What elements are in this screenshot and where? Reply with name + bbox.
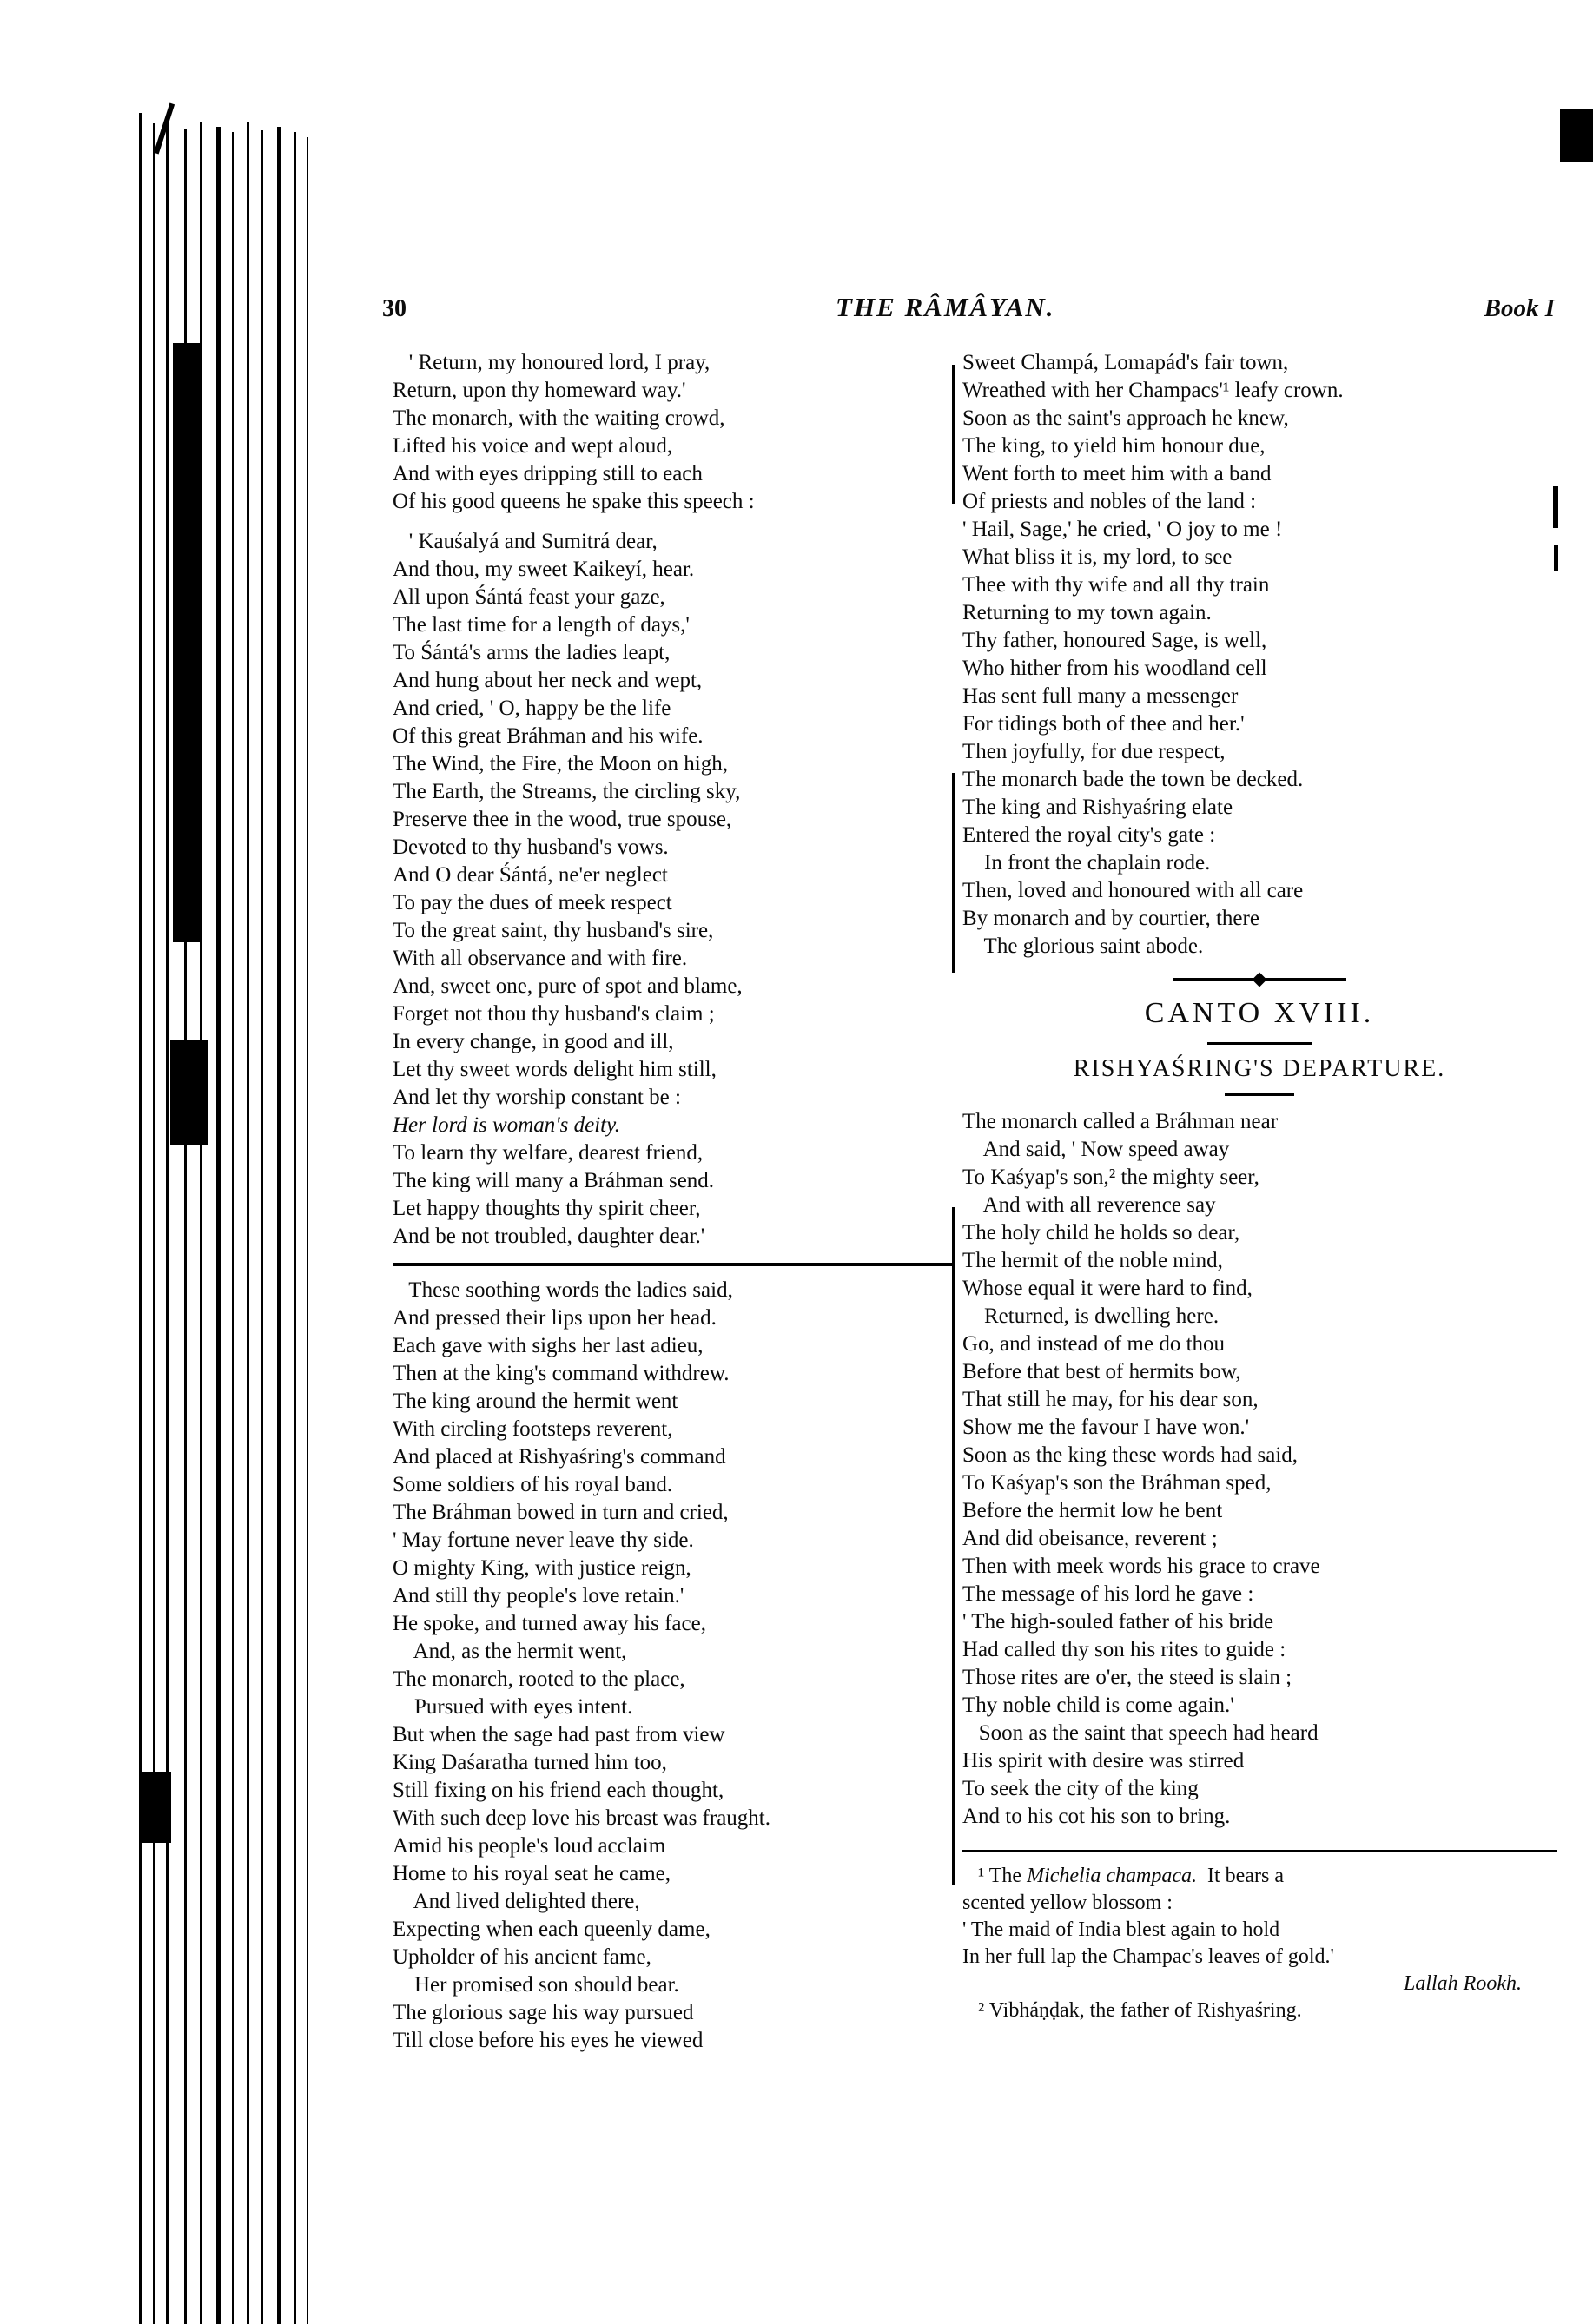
verse-line: Lifted his voice and wept aloud, [393,434,673,458]
footnote-line: scented yellow blossom : [962,1892,1173,1914]
verse-line: All upon Śántá feast your gaze, [393,585,665,609]
verse-line: He spoke, and turned away his face, [393,1612,706,1635]
verse-line: And thou, my sweet Kaikeyí, hear. [393,558,695,581]
verse-line: The glorious saint abode. [962,934,1204,958]
verse-line: The Bráhman bowed in turn and cried, [393,1501,729,1524]
footnote-quote-line: In her full lap the Champac's leaves of gold.' [962,1945,1334,1968]
verse-line: The king around the hermit went [393,1390,678,1413]
verse-line: Thy father, honoured Sage, is well, [962,629,1267,652]
verse-line: For tidings both of thee and her.' [962,712,1245,736]
verse-line: To Śántá's arms the ladies leapt, [393,641,671,664]
page-number: 30 [382,295,407,322]
verse-line: To pay the dues of meek respect [393,891,672,914]
scan-artifact [232,132,234,2324]
verse-line: And be not troubled, daughter dear.' [393,1225,705,1248]
verse-line: Of this great Bráhman and his wife. [393,724,704,748]
running-title: THE RÂMÂYAN. [836,292,1055,322]
verse-line: Each gave with sighs her last adieu, [393,1334,704,1357]
verse-line: Sweet Champá, Lomapád's fair town, [962,351,1289,374]
ornament-diamond-icon [1253,973,1267,987]
verse-line: O mighty King, with justice reign, [393,1556,691,1580]
verse-line: With such deep love his breast was fraught. [393,1806,770,1830]
footnote-marker-1: ¹ The [962,1865,1028,1887]
verse-line: To seek the city of the king [962,1777,1199,1800]
verse-line: The last time for a length of days,' [393,613,690,637]
verse-line: Has sent full many a messenger [962,684,1239,708]
verse-line: Forget not thou thy husband's claim ; [393,1002,715,1026]
footnotes [962,1850,1557,2024]
verse-line: In front the chaplain rode. [962,851,1211,875]
verse-line: To Kaśyap's son the Bráhman sped, [962,1471,1272,1495]
verse-line: Before that best of hermits bow, [962,1360,1241,1383]
verse-line: With circling footsteps reverent, [393,1417,673,1441]
scan-artifact [154,103,175,155]
verse-line: Returning to my town again. [962,601,1212,624]
subtitle-rule [1225,1093,1294,1096]
footnote-text: It bears a [1197,1865,1284,1887]
verse-line: The glorious sage his way pursued [393,2001,694,2024]
verse-line: These soothing words the ladies said, [393,1278,733,1302]
ornament-bar [1263,978,1346,981]
verse-line: And lived delighted there, [393,1890,640,1913]
verse-line: Returned, is dwelling here. [962,1304,1220,1328]
stanza [393,349,955,516]
verse-line: With all observance and with fire. [393,947,688,970]
scan-artifact [247,122,249,2324]
verse-line: But when the sage had past from view [393,1723,725,1746]
verse-line: Of priests and nobles of the land : [962,490,1257,513]
verse-line: Whose equal it were hard to find, [962,1277,1253,1300]
verse-line: Let happy thoughts thy spirit cheer, [393,1197,701,1220]
scan-artifact [216,127,221,2324]
verse-line: The Earth, the Streams, the circling sky, [393,780,741,803]
ornament-bar [1173,978,1256,981]
verse-line: Home to his royal seat he came, [393,1862,671,1885]
footnote-species-name: Michelia champaca. [1027,1865,1198,1887]
verse-line: Of his good queens he spake this speech : [393,490,755,513]
verse-line: That still he may, for his dear son, [962,1388,1259,1411]
verse-line: The monarch called a Bráhman near [962,1110,1279,1133]
verse-line: Some soldiers of his royal band. [393,1473,673,1496]
verse-line: And still thy people's love retain.' [393,1584,684,1608]
verse-line: ' Hail, Sage,' he cried, ' O joy to me ! [962,518,1283,541]
verse-line: Let thy sweet words delight him still, [393,1058,717,1081]
page-header [382,292,1555,323]
stanza [393,1277,955,2055]
verse-line: Then joyfully, for due respect, [962,740,1226,763]
scan-artifact [294,132,296,2324]
verse-line: Who hither from his woodland cell [962,657,1267,680]
canto-subtitle: RISHYAŚRING'S DEPARTURE. [1073,1055,1446,1082]
scan-artifact [277,127,281,2324]
verse-line: To the great saint, thy husband's sire, [393,919,714,942]
verse-line: Till close before his eyes he viewed [393,2029,704,2052]
canto-heading: CANTO XVIII. [1144,997,1375,1029]
verse-line: Had called thy son his rites to guide : [962,1638,1286,1661]
verse-line: And, sweet one, pure of spot and blame, [393,974,743,998]
verse-line: The holy child he holds so dear, [962,1221,1240,1245]
verse-line: And placed at Rishyaśring's command [393,1445,726,1469]
scan-artifact [1560,109,1593,162]
scan-artifact [139,113,142,2324]
verse-line: To learn thy welfare, dearest friend, [393,1141,704,1165]
verse-line: The monarch, with the waiting crowd, [393,406,725,430]
verse-line: His spirit with desire was stirred [962,1749,1245,1773]
verse-line: ' Return, my honoured lord, I pray, [393,351,711,374]
footnote-attribution: Lallah Rookh. [1404,1972,1522,1995]
verse-line: Her promised son should bear. [393,1973,679,1997]
verse-line: What bliss it is, my lord, to see [962,545,1233,569]
stanza [393,528,955,1251]
verse-line: Still fixing on his friend each thought, [393,1779,724,1802]
scan-artifact [166,116,169,2324]
verse-line: And O dear Śántá, ne'er neglect [393,863,668,887]
verse-line: The Wind, the Fire, the Moon on high, [393,752,728,776]
verse-line: Soon as the king these words had said, [962,1443,1299,1467]
verse-line: ' Kauśalyá and Sumitrá dear, [393,530,658,553]
verse-line: The king and Rishyaśring elate [962,796,1233,819]
verse-line: The hermit of the noble mind, [962,1249,1223,1272]
left-column [393,349,955,2055]
verse-line: King Daśaratha turned him too, [393,1751,667,1774]
verse-line: And cried, ' O, happy be the life [393,697,671,720]
verse-line: And, as the hermit went, [393,1640,627,1663]
verse-line: And to his cot his son to bring. [962,1805,1231,1828]
verse-line: Show me the favour I have won.' [962,1416,1250,1439]
verse-line: Thy noble child is come again.' [962,1693,1234,1717]
section-rule [393,1263,955,1266]
verse-line: Those rites are o'er, the steed is slain ; [962,1666,1292,1689]
scan-artifact [307,137,308,2324]
verse-line: Devoted to thy husband's vows. [393,835,669,859]
verse-line: Expecting when each queenly dame, [393,1918,711,1941]
scan-artifact [170,1040,208,1145]
verse-line: And let thy worship constant be : [393,1086,681,1109]
verse-line: ' May fortune never leave thy side. [393,1528,694,1552]
verse-line: The king, to yield him honour due, [962,434,1266,458]
verse-line: Go, and instead of me do thou [962,1332,1226,1356]
verse-line: The king will many a Bráhman send. [393,1169,715,1192]
footnote-line: ² Vibháṇḍak, the father of Rishyaśring. [962,1999,1302,2022]
heading-rule [1207,1042,1312,1045]
footnote-line [962,1863,1557,1890]
verse-line: And did obeisance, reverent ; [962,1527,1218,1550]
verse-line: And with all reverence say [962,1193,1216,1217]
verse-line: Soon as the saint that speech had heard [962,1721,1319,1745]
verse-line: And said, ' Now speed away [962,1138,1230,1161]
verse-line: By monarch and by courtier, there [962,907,1259,930]
verse-line: Upholder of his ancient fame, [393,1945,651,1969]
stanza [962,349,1557,961]
book-label: Book I [1484,294,1555,322]
scan-artifact [261,130,263,2324]
scan-artifact [142,1772,171,1843]
verse-line: In every change, in good and ill, [393,1030,674,1053]
verse-line: Amid his people's loud acclaim [393,1834,666,1858]
verse-line: To Kaśyap's son,² the mighty seer, [962,1165,1259,1189]
verse-line: And pressed their lips upon her head. [393,1306,717,1330]
verse-line: Went forth to meet him with a band [962,462,1272,485]
verse-line: Soon as the saint's approach he knew, [962,406,1289,430]
verse-line: ' The high-souled father of his bride [962,1610,1274,1634]
verse-line: Preserve thee in the wood, true spouse, [393,808,732,831]
verse-line: Thee with thy wife and all thy train [962,573,1270,597]
verse-line: Entered the royal city's gate : [962,823,1216,847]
verse-line: Then, loved and honoured with all care [962,879,1304,902]
verse-line: And hung about her neck and wept, [393,669,703,692]
verse-line: The monarch, rooted to the place, [393,1667,685,1691]
right-column [962,349,1557,2024]
verse-line: Return, upon thy homeward way.' [393,379,686,402]
verse-line: The monarch bade the town be decked. [962,768,1304,791]
verse-line: And with eyes dripping still to each [393,462,703,485]
verse-line: Wreathed with her Champacs'¹ leafy crown. [962,379,1344,402]
canto-divider-ornament [1173,974,1346,985]
verse-line: Then with meek words his grace to crave [962,1555,1320,1578]
verse-line: Pursued with eyes intent. [393,1695,633,1719]
scan-artifact [173,343,202,942]
verse-line: Her lord is woman's deity. [393,1113,621,1137]
verse-line: The message of his lord he gave : [962,1582,1254,1606]
stanza [962,1108,1557,1831]
verse-line: Then at the king's command withdrew. [393,1362,730,1385]
scan-artifact [153,123,155,2324]
footnote-quote-line: ' The maid of India blest again to hold [962,1918,1280,1941]
verse-line: Before the hermit low he bent [962,1499,1223,1522]
